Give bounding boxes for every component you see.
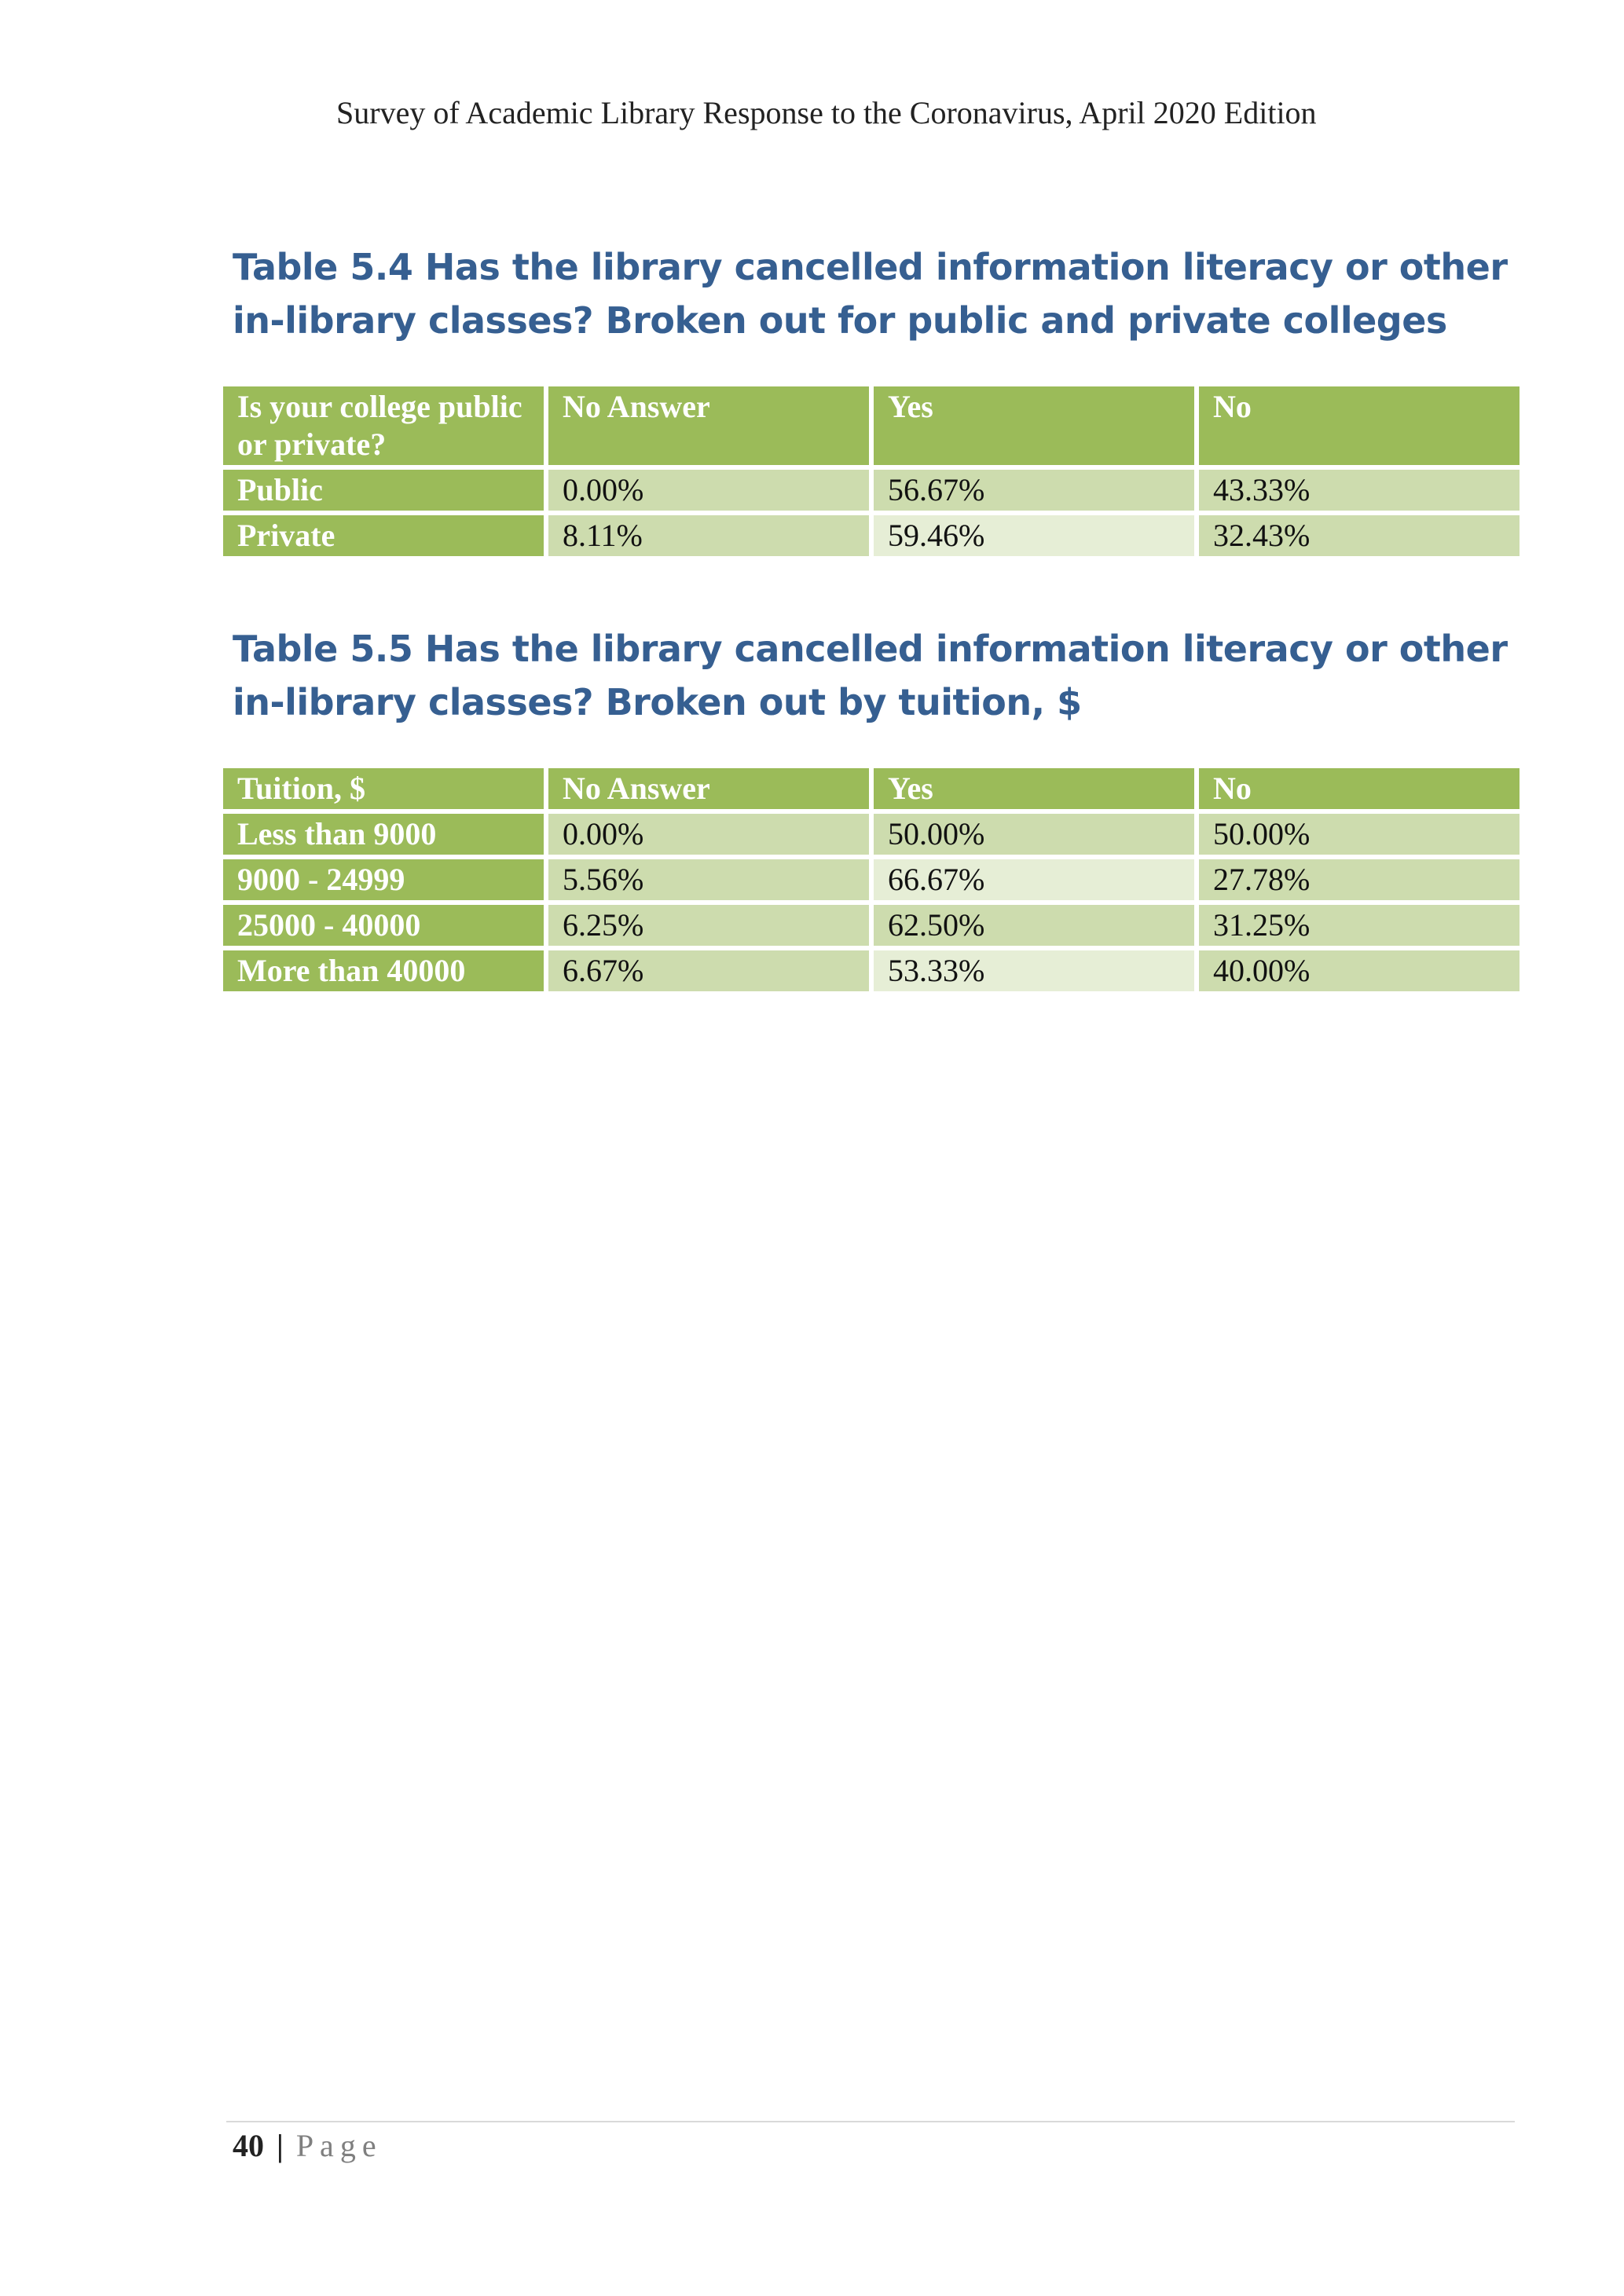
cell-no: 50.00% — [1199, 814, 1520, 855]
column-header: No Answer — [548, 386, 869, 465]
row-label: 25000 - 40000 — [223, 905, 544, 946]
footer-divider — [226, 2121, 1515, 2122]
column-header: No — [1199, 768, 1520, 809]
cell-yes: 56.67% — [874, 470, 1194, 511]
cell-no: 31.25% — [1199, 905, 1520, 946]
row-label: Public — [223, 470, 544, 511]
column-header: Yes — [874, 386, 1194, 465]
column-header: Is your college public or private? — [223, 386, 544, 465]
cell-no-answer: 0.00% — [548, 814, 869, 855]
column-header: No Answer — [548, 768, 869, 809]
running-header: Survey of Academic Library Response to the Coronavirus, April 2020 Edition — [336, 95, 1317, 130]
cell-yes: 59.46% — [874, 515, 1194, 556]
table-row — [223, 515, 1520, 556]
column-header: No — [1199, 386, 1520, 465]
table-5-4 — [218, 382, 1524, 561]
footer-separator: | — [277, 2128, 284, 2163]
cell-no: 27.78% — [1199, 859, 1520, 900]
page-footer — [233, 2127, 383, 2164]
page-number: 40 — [233, 2128, 264, 2163]
table-row — [223, 859, 1520, 900]
cell-no-answer: 5.56% — [548, 859, 869, 900]
cell-yes: 66.67% — [874, 859, 1194, 900]
row-label: More than 40000 — [223, 950, 544, 991]
table-row — [223, 950, 1520, 991]
cell-no-answer: 6.25% — [548, 905, 869, 946]
table-row — [223, 470, 1520, 511]
cell-no: 43.33% — [1199, 470, 1520, 511]
table-header-row — [223, 386, 1520, 465]
row-label: Less than 9000 — [223, 814, 544, 855]
table-header-row — [223, 768, 1520, 809]
table-5-5 — [218, 764, 1524, 996]
column-header: Tuition, $ — [223, 768, 544, 809]
table-row — [223, 905, 1520, 946]
cell-no-answer: 6.67% — [548, 950, 869, 991]
row-label: Private — [223, 515, 544, 556]
cell-yes: 53.33% — [874, 950, 1194, 991]
cell-no-answer: 0.00% — [548, 470, 869, 511]
row-label: 9000 - 24999 — [223, 859, 544, 900]
table-row — [223, 814, 1520, 855]
table-5-5-title: Table 5.5 Has the library cancelled information literacy or other in-library classes? Broken out by tuition, $ — [233, 628, 1508, 723]
cell-no-answer: 8.11% — [548, 515, 869, 556]
cell-no: 40.00% — [1199, 950, 1520, 991]
cell-yes: 50.00% — [874, 814, 1194, 855]
cell-yes: 62.50% — [874, 905, 1194, 946]
cell-no: 32.43% — [1199, 515, 1520, 556]
column-header: Yes — [874, 768, 1194, 809]
table-5-4-title: Table 5.4 Has the library cancelled information literacy or other in-library classes? Broken out for public and private colleges — [233, 246, 1508, 342]
page-label: Page — [295, 2128, 383, 2163]
